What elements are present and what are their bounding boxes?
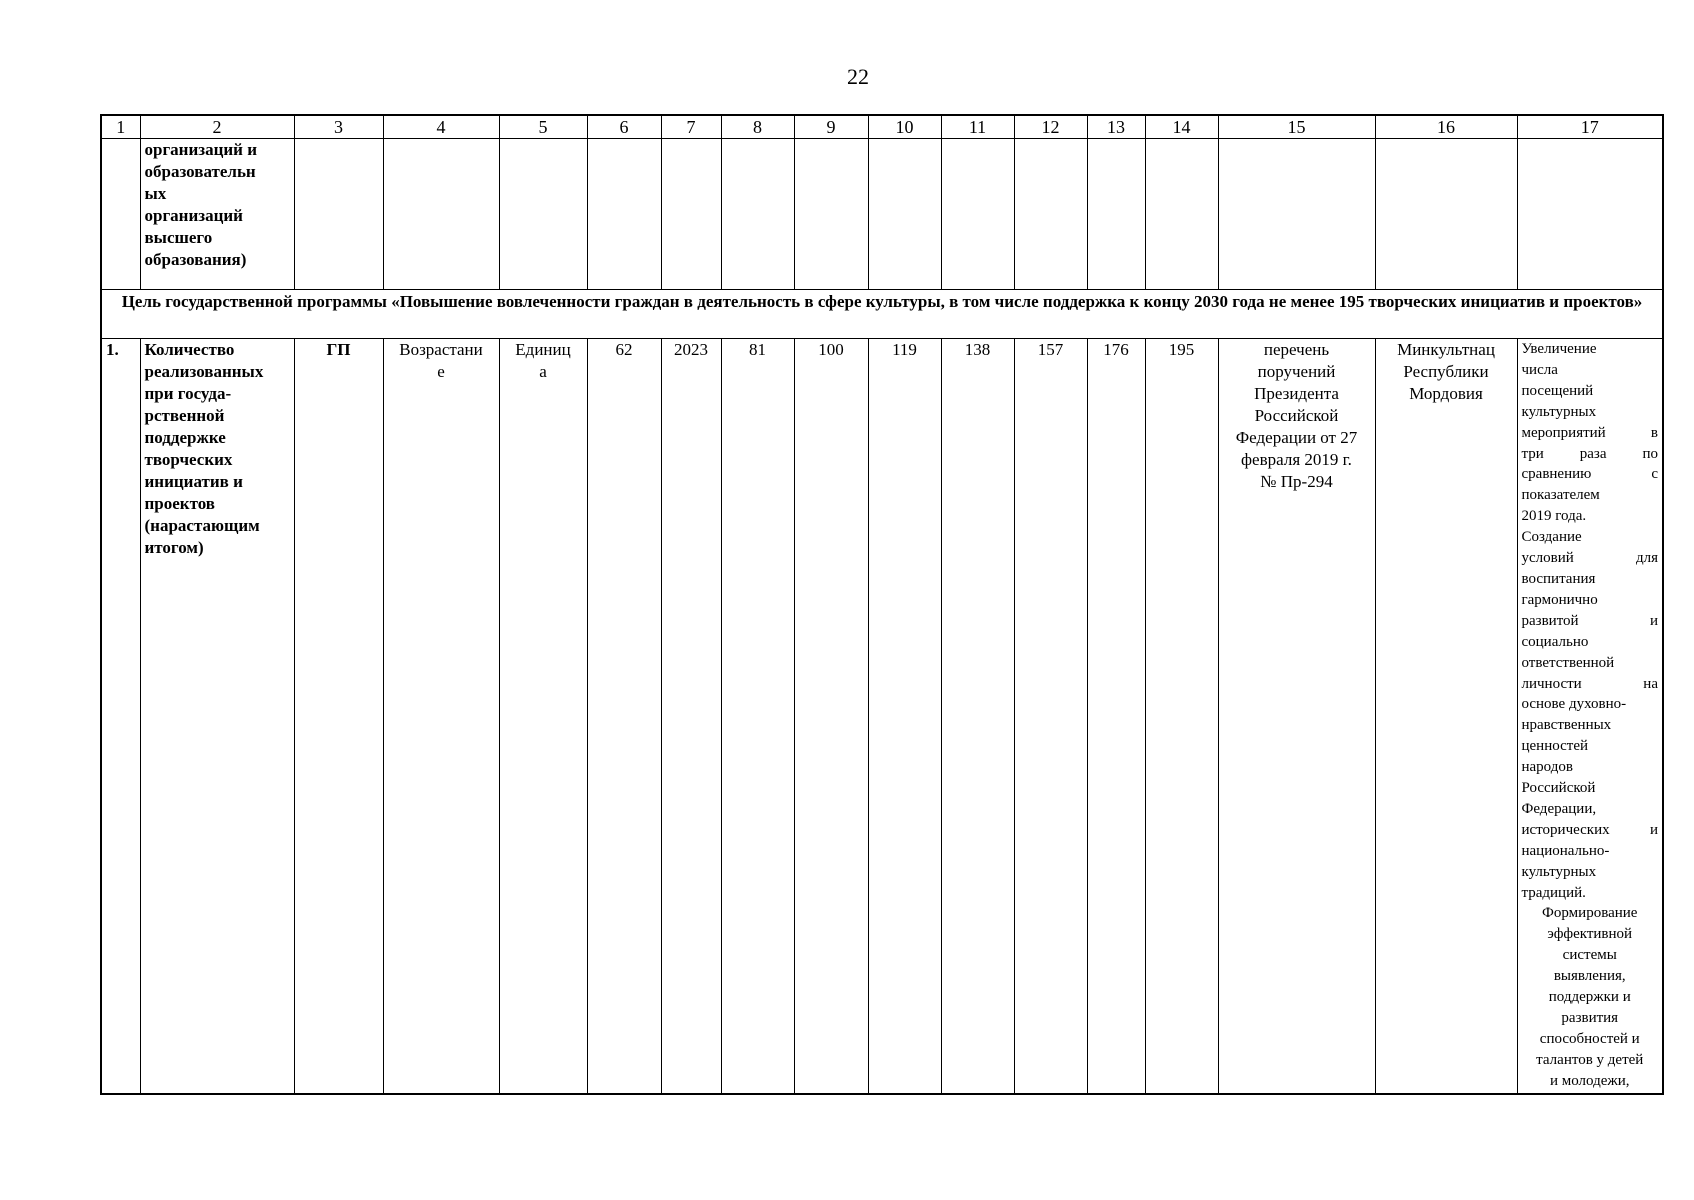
unit-cell [499,339,587,1095]
text-line: гармонично [1521,591,1598,608]
document-cell [1218,339,1375,1095]
text-line: эффективной [1547,926,1633,943]
empty-cell [794,139,868,290]
text-line: Количество [144,340,235,359]
indicator-row [101,339,1663,1095]
goal-text: Цель государственной программы «Повышение вовлеченности граждан в деятельность в сфере культуры, в том числе поддержка к концу 2030 года не менее 195 творческих инициатив и проектов» [101,290,1663,339]
text-line: Российской [1254,406,1339,425]
empty-cell [941,139,1014,290]
text-line: национально- [1521,842,1610,859]
text-line: числа [1521,361,1558,378]
empty-cell [1375,139,1517,290]
text-line: посещений [1521,382,1594,399]
header-cell: 15 [1218,115,1375,139]
text-line: ответственной [1521,654,1615,671]
header-cell: 13 [1087,115,1145,139]
text-line: февраля 2019 г. [1241,450,1352,469]
header-cell: 3 [294,115,383,139]
row-number: 1. [101,339,140,1095]
text-line: Мордовия [1409,384,1483,403]
text-line: перечень [1263,340,1330,359]
header-cell: 5 [499,115,587,139]
text-line: поручений [1257,362,1336,381]
text-line: ых [144,184,167,203]
header-cell: 10 [868,115,941,139]
text-line: итогом) [144,538,204,557]
trend-cell [383,339,499,1095]
value-cell: 176 [1087,339,1145,1095]
header-cell: 12 [1014,115,1087,139]
text-line: исторических и [1521,821,1658,838]
text-line: инициатив и [144,472,243,491]
text-line: условий для [1521,550,1658,567]
empty-cell [1517,139,1663,290]
header-cell: 2 [140,115,294,139]
page-number: 22 [847,64,869,89]
text-line: образования) [144,250,247,269]
text-line: системы [1562,947,1617,964]
indicators-table [100,114,1664,1095]
text-line: Российской [1521,780,1596,797]
text-line: личности на [1521,675,1658,692]
value-cell: 119 [868,339,941,1095]
text-line: (нарастающим [144,516,260,535]
empty-cell [1218,139,1375,290]
text-line: е [437,362,445,381]
column-number-row [101,115,1663,139]
responsible-cell [1375,339,1517,1095]
text-line: № Пр-294 [1260,472,1333,491]
empty-cell [868,139,941,290]
text-line: организаций [144,206,243,225]
text-line: традиций. [1521,884,1586,901]
empty-cell [1014,139,1087,290]
text-line: культурных [1521,403,1597,420]
empty-cell [1145,139,1218,290]
text-line: поддержки и [1548,989,1631,1006]
empty-cell [721,139,794,290]
text-line: Президента [1254,384,1339,403]
text-line: Федерации от 27 [1235,428,1358,447]
text-line: 2019 года. [1521,508,1587,525]
header-cell: 16 [1375,115,1517,139]
header-cell: 7 [661,115,721,139]
base-year-cell: 2023 [661,339,721,1095]
text-line: народов [1521,759,1573,776]
level-cell: ГП [294,339,383,1095]
text-line: развитой и [1521,612,1658,629]
text-line: культурных [1521,863,1597,880]
header-cell: 6 [587,115,661,139]
header-cell: 11 [941,115,1014,139]
description-cell [1517,339,1663,1095]
text-line: основе духовно- [1521,696,1627,713]
text-line: творческих [144,450,233,469]
header-cell: 1 [101,115,140,139]
text-line: три раза по [1521,445,1658,462]
text-line: высшего [144,228,213,247]
text-line: рственной [144,406,225,425]
text-line: реализованных [144,362,264,381]
empty-cell [383,139,499,290]
text-line: сравнению с [1521,466,1658,483]
empty-cell [1087,139,1145,290]
base-value-cell: 62 [587,339,661,1095]
text-line: нравственных [1521,717,1612,734]
value-cell: 81 [721,339,794,1095]
header-cell: 4 [383,115,499,139]
text-line: Минкультнац [1397,340,1495,359]
header-cell: 14 [1145,115,1218,139]
text-line: организаций и [144,140,258,159]
value-cell: 195 [1145,339,1218,1095]
continuation-name-cell [140,139,294,290]
indicator-name-cell [140,339,294,1095]
text-line: и молодежи, [1549,1072,1630,1089]
header-cell: 8 [721,115,794,139]
text-line: проектов [144,494,215,513]
goal-row [101,290,1663,339]
text-line: а [539,362,547,381]
text-line: Формирование [1542,905,1638,922]
empty-cell [587,139,661,290]
text-line: при госуда- [144,384,232,403]
text-line: Увеличение [1521,341,1597,357]
text-line: Создание [1521,529,1582,546]
value-cell: 100 [794,339,868,1095]
text-line: Федерации, [1521,800,1597,817]
text-line: образовательн [144,162,256,181]
value-cell: 138 [941,339,1014,1095]
empty-cell [499,139,587,290]
empty-cell [661,139,721,290]
continuation-row [101,139,1663,290]
text-line: выявления, [1553,968,1626,985]
text-line: показателем [1521,487,1600,504]
header-cell: 9 [794,115,868,139]
text-line: Единиц [515,340,571,359]
text-line: мероприятий в [1521,424,1658,441]
empty-cell [101,139,140,290]
text-line: ценностей [1521,738,1589,755]
value-cell: 157 [1014,339,1087,1095]
text-line: Республики [1403,362,1489,381]
header-cell: 17 [1517,115,1663,139]
text-line: талантов у детей [1536,1051,1644,1068]
text-line: социально [1521,633,1589,650]
text-line: воспитания [1521,570,1596,587]
text-line: способностей и [1539,1030,1640,1047]
text-line: поддержке [144,428,226,447]
text-line: развития [1561,1010,1619,1026]
empty-cell [294,139,383,290]
text-line: Возрастани [399,340,483,359]
